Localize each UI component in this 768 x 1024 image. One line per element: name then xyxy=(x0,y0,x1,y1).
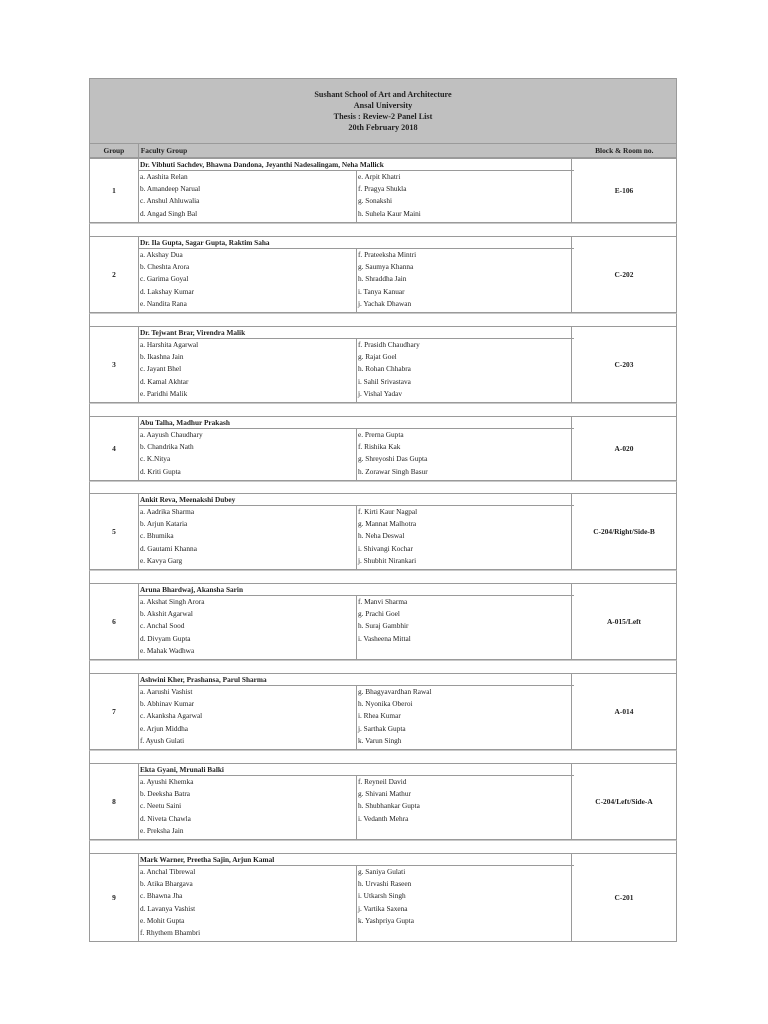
faculty-names: Dr. Vibhuti Sachdev, Bhawna Dandona, Jeyanthi Nadesalingam, Neha Mallick xyxy=(138,159,574,171)
student-list-left xyxy=(138,866,357,941)
student-name: g. Saumya Khanna xyxy=(358,262,414,272)
student-name: d. Lavanya Vashist xyxy=(140,903,196,913)
student-name: g. Sonakshi xyxy=(358,196,393,206)
row-spacer xyxy=(89,313,677,326)
student-name: e. Paridhi Malik xyxy=(140,388,188,398)
student-name: b. Atika Bhargava xyxy=(140,879,193,889)
student-name: c. Anshul Ahluwalia xyxy=(140,196,200,206)
student-name: b. Akshit Agarwal xyxy=(140,609,193,619)
row-spacer xyxy=(89,750,677,763)
group-number: 5 xyxy=(90,494,139,569)
student-name: d. Gautami Khanna xyxy=(140,543,197,553)
student-list-right xyxy=(356,686,574,749)
student-name: b. Deeksha Batra xyxy=(140,789,191,799)
student-name: a. Aayush Chaudhary xyxy=(140,430,203,439)
student-list-left xyxy=(138,506,357,569)
group-row xyxy=(89,326,677,403)
school-name: Sushant School of Art and Architecture xyxy=(314,90,452,99)
group-number: 4 xyxy=(90,417,139,480)
row-spacer xyxy=(89,223,677,236)
student-list-right xyxy=(356,171,574,222)
student-name: h. Urvashi Raseen xyxy=(358,879,412,889)
room-number: C-201 xyxy=(571,854,676,941)
faculty-names: Ekta Gyani, Mrunali Balki xyxy=(138,764,574,776)
student-name: g. Saniya Gulati xyxy=(358,867,406,876)
student-list-left xyxy=(138,596,357,659)
student-name: h. Nyonika Oberoi xyxy=(358,699,413,709)
student-name: e. Nandita Rana xyxy=(140,298,187,308)
group-number: 7 xyxy=(90,674,139,749)
student-name: j. Vishal Yadav xyxy=(358,388,403,398)
row-spacer xyxy=(89,840,677,853)
student-name: a. Harshita Agarwal xyxy=(140,340,199,349)
row-spacer xyxy=(89,403,677,416)
group-number: 1 xyxy=(90,159,139,222)
student-list-left xyxy=(138,249,357,312)
group-row xyxy=(89,158,677,223)
row-spacer xyxy=(89,570,677,583)
student-name: a. Aarushi Vashist xyxy=(140,687,193,696)
student-name: h. Neha Deswal xyxy=(358,531,405,541)
student-name: g. Shreyoshi Das Gupta xyxy=(358,454,428,464)
student-name: h. Zorawar Singh Basur xyxy=(358,466,428,476)
student-name: f. Rhythem Bhambri xyxy=(140,927,201,937)
student-name: i. Vedanth Mehra xyxy=(358,813,409,823)
student-name: d. Niveta Chawla xyxy=(140,813,191,823)
student-name: e. Mohit Gupta xyxy=(140,915,185,925)
student-name: b. Arjun Kataria xyxy=(140,519,188,529)
student-name: c. Bhumika xyxy=(140,531,174,541)
student-list-right xyxy=(356,506,574,569)
student-list-left xyxy=(138,429,357,480)
student-list-left xyxy=(138,171,357,222)
room-number: C-204/Left/Side-A xyxy=(571,764,676,839)
group-row xyxy=(89,763,677,840)
student-name: f. Manvi Sharma xyxy=(358,597,408,606)
room-number: C-204/Right/Side-B xyxy=(571,494,676,569)
student-name: f. Pragya Shukla xyxy=(358,184,407,194)
student-name: k. Yashpriya Gupta xyxy=(358,915,414,925)
student-name: c. K.Nitya xyxy=(140,454,171,464)
student-name: e. Kavya Garg xyxy=(140,555,183,565)
room-column-header: Block & Room no. xyxy=(595,146,654,155)
student-name: g. Mannat Malhotra xyxy=(358,519,417,529)
student-name: a. Akshay Dua xyxy=(140,250,183,259)
student-name: h. Suhela Kaur Maini xyxy=(358,208,421,218)
row-spacer xyxy=(89,660,677,673)
student-name: a. Aashita Relan xyxy=(140,172,188,181)
student-name: i. Shivangi Kochar xyxy=(358,543,413,553)
student-name: c. Akanksha Agarwal xyxy=(140,711,203,721)
group-number: 2 xyxy=(90,237,139,312)
faculty-names: Dr. Tejwant Brar, Virendra Malik xyxy=(138,327,574,339)
student-name: i. Vasheena Mittal xyxy=(358,633,411,643)
room-number: A-014 xyxy=(571,674,676,749)
student-name: b. Chandrika Nath xyxy=(140,442,194,452)
room-number: E-106 xyxy=(571,159,676,222)
student-name: c. Garima Goyal xyxy=(140,274,189,284)
student-list-right xyxy=(356,249,574,312)
student-name: c. Jayant Bhel xyxy=(140,364,182,374)
room-number: C-203 xyxy=(571,327,676,402)
student-name: g. Rajat Goel xyxy=(358,352,397,362)
student-list-right xyxy=(356,776,574,839)
column-header-row xyxy=(89,143,677,158)
group-number: 8 xyxy=(90,764,139,839)
room-number: A-020 xyxy=(571,417,676,480)
student-name: g. Shivani Mathur xyxy=(358,789,411,799)
student-name: a. Aadrika Sharma xyxy=(140,507,195,516)
group-column-header: Group xyxy=(90,144,139,157)
faculty-names: Ashwini Kher, Prashansa, Parul Sharma xyxy=(138,674,574,686)
faculty-names: Ankit Reva, Meenakshi Dubey xyxy=(138,494,574,506)
student-name: b. Ikashna Jain xyxy=(140,352,184,362)
student-name: e. Arjun Middha xyxy=(140,723,189,733)
student-name: f. Kirti Kaur Nagpal xyxy=(358,507,418,516)
student-name: e. Preksha Jain xyxy=(140,825,184,835)
row-spacer xyxy=(89,481,677,493)
student-name: a. Akshat Singh Arora xyxy=(140,597,205,606)
group-row xyxy=(89,853,677,942)
student-name: f. Reyneil David xyxy=(358,777,407,786)
faculty-names: Abu Talha, Madhur Prakash xyxy=(138,417,574,429)
student-name: b. Amandeep Narual xyxy=(140,184,201,194)
faculty-names: Mark Warner, Preetha Sajin, Arjun Kamal xyxy=(138,854,574,866)
student-name: c. Neetu Saini xyxy=(140,801,182,811)
student-name: h. Shraddha Jain xyxy=(358,274,407,284)
student-name: g. Bhagyavardhan Rawal xyxy=(358,687,432,696)
group-row xyxy=(89,236,677,313)
room-number: A-015/Left xyxy=(571,584,676,659)
student-name: k. Varun Singh xyxy=(358,735,402,745)
student-name: e. Prerna Gupta xyxy=(358,430,404,439)
student-name: f. Ayush Gulati xyxy=(140,735,185,745)
student-name: h. Shubhankar Gupta xyxy=(358,801,420,811)
student-name: f. Prateeksha Mintri xyxy=(358,250,417,259)
student-name: c. Anchal Sood xyxy=(140,621,185,631)
student-list-right xyxy=(356,866,574,941)
student-name: i. Utkarsh Singh xyxy=(358,891,406,901)
student-name: j. Sarthak Gupta xyxy=(358,723,406,733)
student-name: h. Rohan Chhabra xyxy=(358,364,411,374)
student-name: d. Kriti Gupta xyxy=(140,466,181,476)
student-name: a. Ayushi Khemka xyxy=(140,777,194,786)
group-number: 6 xyxy=(90,584,139,659)
student-name: i. Rhea Kumar xyxy=(358,711,401,721)
student-name: d. Lakshay Kumar xyxy=(140,286,195,296)
student-name: e. Arpit Khatri xyxy=(358,172,401,181)
student-list-right xyxy=(356,596,574,659)
student-list-right xyxy=(356,429,574,480)
room-number: C-202 xyxy=(571,237,676,312)
group-row xyxy=(89,416,677,481)
student-name: c. Bhawna Jha xyxy=(140,891,183,901)
student-name: i. Tanya Kanuar xyxy=(358,286,405,296)
group-row xyxy=(89,493,677,570)
student-name: d. Kamal Akhtar xyxy=(140,376,189,386)
student-name: d. Angad Singh Bal xyxy=(140,208,198,218)
student-list-left xyxy=(138,339,357,402)
sheet-header xyxy=(89,78,677,143)
student-name: b. Abhinav Kumar xyxy=(140,699,195,709)
university-name: Ansal University xyxy=(353,101,413,110)
student-name: j. Shubhit Nirankari xyxy=(358,555,417,565)
group-row xyxy=(89,673,677,750)
student-name: f. Rishika Kak xyxy=(358,442,401,452)
student-name: h. Suraj Gambhir xyxy=(358,621,409,631)
group-number: 9 xyxy=(90,854,139,941)
student-list-right xyxy=(356,339,574,402)
student-name: j. Yachak Dhawan xyxy=(358,298,412,308)
student-name: f. Prasidh Chaudhary xyxy=(358,340,420,349)
student-name: e. Mahak Wadhwa xyxy=(140,645,195,655)
student-name: j. Vartika Saxena xyxy=(358,903,408,913)
faculty-column-header: Faculty Group xyxy=(140,146,188,155)
student-name: b. Cheshta Arora xyxy=(140,262,190,272)
panel-list-sheet xyxy=(89,78,677,1022)
document-date: 20th February 2018 xyxy=(348,123,418,132)
group-number: 3 xyxy=(90,327,139,402)
document-title: Thesis : Review-2 Panel List xyxy=(333,112,433,121)
student-list-left xyxy=(138,686,357,749)
student-name: i. Sahil Srivastava xyxy=(358,376,411,386)
student-name: d. Divyam Gupta xyxy=(140,633,191,643)
student-name: a. Anchal Tibrewal xyxy=(140,867,196,876)
student-name: g. Prachi Goel xyxy=(358,609,400,619)
student-list-left xyxy=(138,776,357,839)
faculty-names: Aruna Bhardwaj, Akansha Sarin xyxy=(138,584,574,596)
faculty-names: Dr. Ila Gupta, Sagar Gupta, Raktim Saha xyxy=(138,237,574,249)
group-row xyxy=(89,583,677,660)
group-list xyxy=(89,158,677,1022)
